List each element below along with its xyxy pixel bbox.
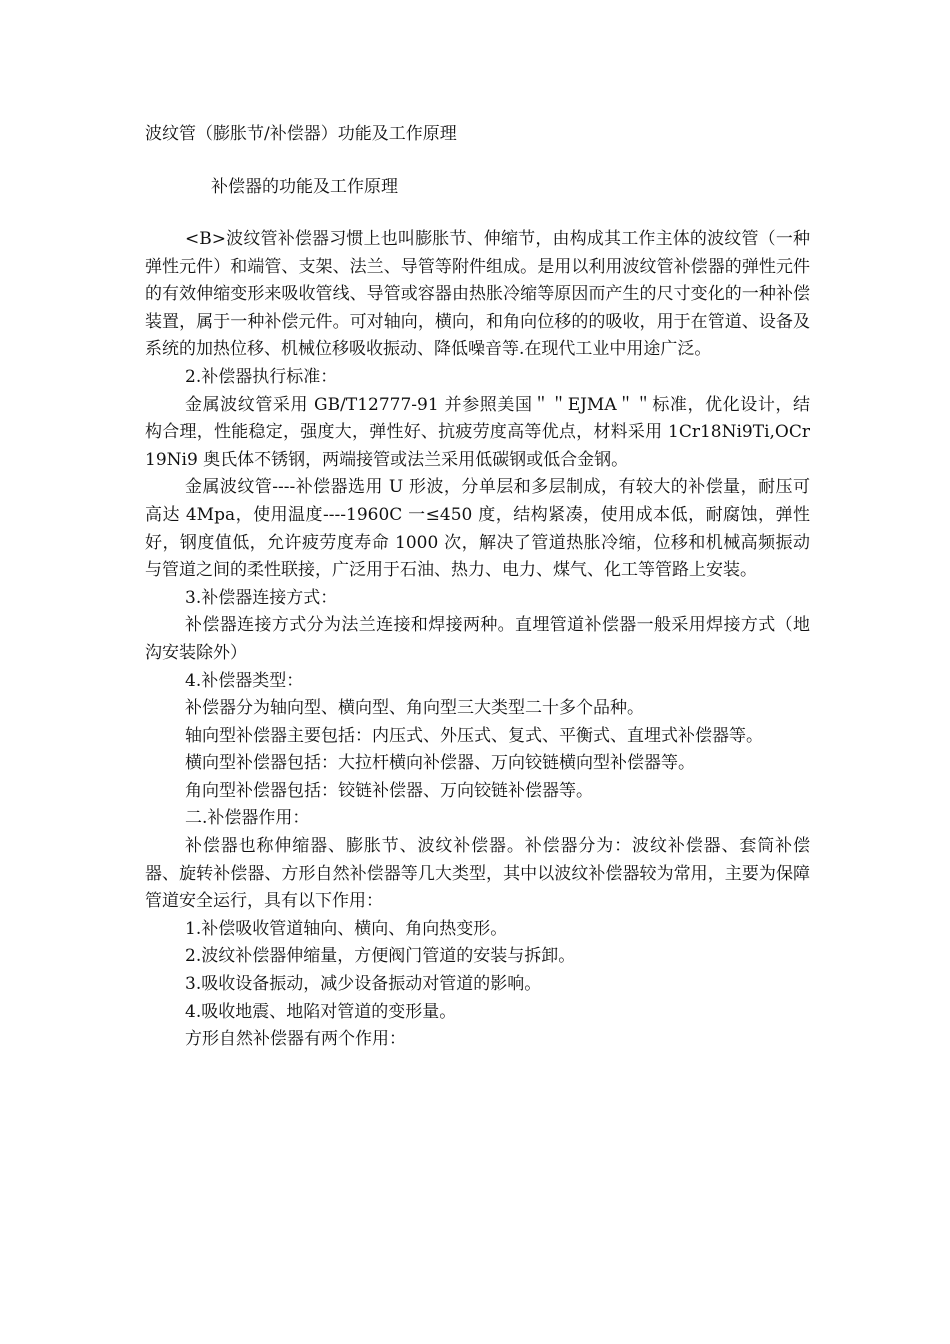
paragraph-lateral: 横向型补偿器包括：大拉杆横向补偿器、万向铰链横向型补偿器等。	[185, 753, 695, 774]
paragraph-angular: 角向型补偿器包括：铰链补偿器、万向铰链补偿器等。	[185, 780, 593, 801]
paragraph-standards: 金属波纹管采用 GB/T12777-91 并参照美国＂＂EJMA＂＂标准，优化设计，结构合理，性能稳定，强度大，弹性好、抗疲劳度高等优点，材料采用 1Cr18Ni9Ti,OCr19Ni9 奥氏体不锈钢，两端接管或法兰采用低碳钢或低合金钢。	[145, 394, 810, 470]
document-subtitle: 补偿器的功能及工作原理	[211, 177, 398, 197]
list-item-2: 2.波纹补偿器伸缩量，方便阀门管道的安装与拆卸。	[185, 946, 576, 967]
heading-types: 4.补偿器类型：	[185, 670, 304, 691]
paragraph-bellows: 金属波纹管----补偿器选用 U 形波，分单层和多层制成，有较大的补偿量，耐压可高达 4Mpa，使用温度----1960C 一≤450 度，结构紧凑，使用成本低，耐腐蚀，弹性好，钢度值低，允许疲劳度寿命 1000 次，解决了管道热胀冷缩，位移和机械高频振动与管道之间的柔性联接，广泛用于石油、热力、电力、煤气、化工等管路上安装。	[145, 477, 810, 581]
paragraph-intro: <B>波纹管补偿器习惯上也叫膨胀节、伸缩节，由构成其工作主体的波纹管（一种弹性元件）和端管、支架、法兰、导管等附件组成。是用以利用波纹管补偿器的弹性元件的有效伸缩变形来吸收管线、导管或容器由热胀冷缩等原因而产生的尺寸变化的一种补偿装置，属于一种补偿元件。可对轴向，横向，和角向位移的的吸收，用于在管道、设备及系统的加热位移、机械位移吸收振动、降低噪音等.在现代工业中用途广泛。	[145, 229, 810, 360]
list-item-3: 3.吸收设备振动，减少设备振动对管道的影响。	[185, 974, 542, 995]
list-item-4: 4.吸收地震、地陷对管道的变形量。	[185, 1001, 457, 1022]
heading-connection: 3.补偿器连接方式：	[185, 587, 338, 608]
list-item-1: 1.补偿吸收管道轴向、横向、角向热变形。	[185, 918, 508, 939]
paragraph-connection: 补偿器连接方式分为法兰连接和焊接两种。直埋管道补偿器一般采用焊接方式（地沟安装除外）	[145, 615, 810, 663]
document-title: 波纹管（膨胀节/补偿器）功能及工作原理	[145, 124, 457, 144]
paragraph-types: 补偿器分为轴向型、横向型、角向型三大类型二十多个品种。	[185, 698, 644, 719]
heading-standards: 2.补偿器执行标准：	[185, 366, 338, 387]
paragraph-axial: 轴向型补偿器主要包括：内压式、外压式、复式、平衡式、直埋式补偿器等。	[185, 725, 763, 746]
paragraph-function: 补偿器也称伸缩器、膨胀节、波纹补偿器。补偿器分为：波纹补偿器、套筒补偿器、旋转补偿器、方形自然补偿器等几大类型，其中以波纹补偿器较为常用，主要为保障管道安全运行，具有以下作用：	[145, 836, 810, 912]
document-body	[145, 226, 810, 1054]
heading-function: 二.补偿器作用：	[185, 808, 310, 829]
paragraph-square-compensator: 方形自然补偿器有两个作用：	[185, 1029, 406, 1050]
